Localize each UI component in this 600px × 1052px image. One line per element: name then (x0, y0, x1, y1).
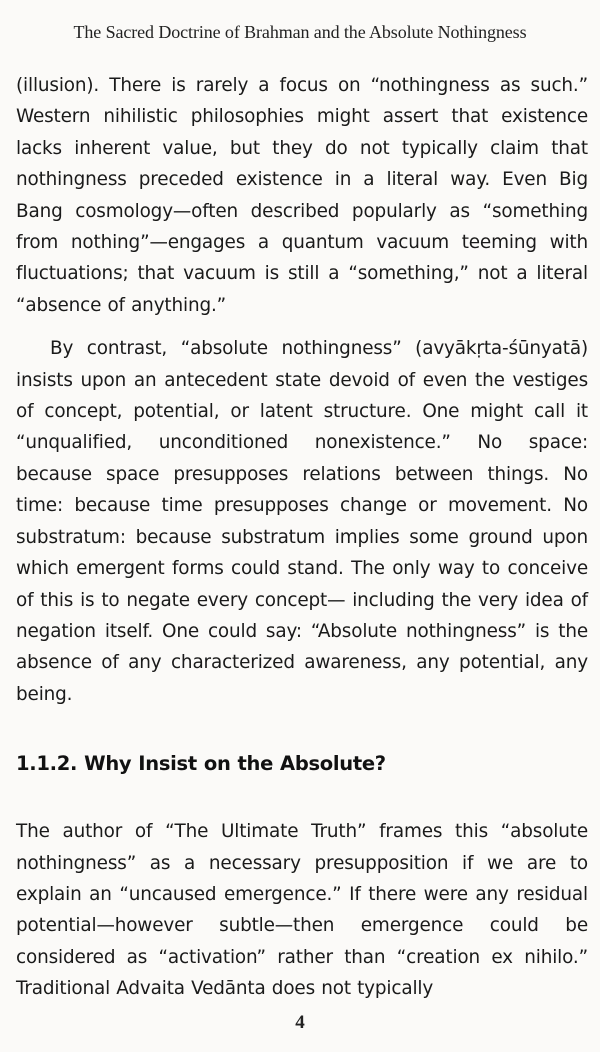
paragraph-illusion: (illusion). There is rarely a focus on “nothingness as such.” Western nihilistic philosophies might assert that existence lacks inherent value, but they do not typically claim that nothingness preceded existence in a literal way. Even Big Bang cosmology—often described popularly as “something from nothing”—engages a quantum vacuum teeming with fluctuations; that vacuum is still a “something,” not a literal “absence of anything.” (16, 75, 588, 316)
paragraph-absolute-nothingness: By contrast, “absolute nothingness” (avyākṛta-śūnyatā) insists upon an antecedent state devoid of even the vestiges of concept, potential, or latent structure. One might call it “unqualified, unconditioned nonexistence.” No space: because space presupposes relations between things. No time: because time presupposes change or movement. No substratum: because substratum implies some ground upon which emergent forms could stand. The only way to conceive of this is to negate every concept— including the very idea of negation itself. One could say: “Absolute nothingness” is the absence of any characterized awareness, any potential, any being. (16, 338, 588, 705)
paragraph-uncaused-emergence: The author of “The Ultimate Truth” frames this “absolute nothingness” as a necessary presupposition if we are to explain an “uncaused emergence.” If there were any residual potential—however subtle—then emergence could be considered as “activation” rather than “creation ex nihilo.” Traditional Advaita Vedānta does not typically (16, 821, 588, 1000)
section-heading: 1.1.2. Why Insist on the Absolute? (16, 752, 386, 776)
running-head: The Sacred Doctrine of Brahman and the Absolute Nothingness (73, 22, 527, 42)
body-text (16, 70, 588, 1005)
page-number: 4 (295, 1012, 305, 1033)
